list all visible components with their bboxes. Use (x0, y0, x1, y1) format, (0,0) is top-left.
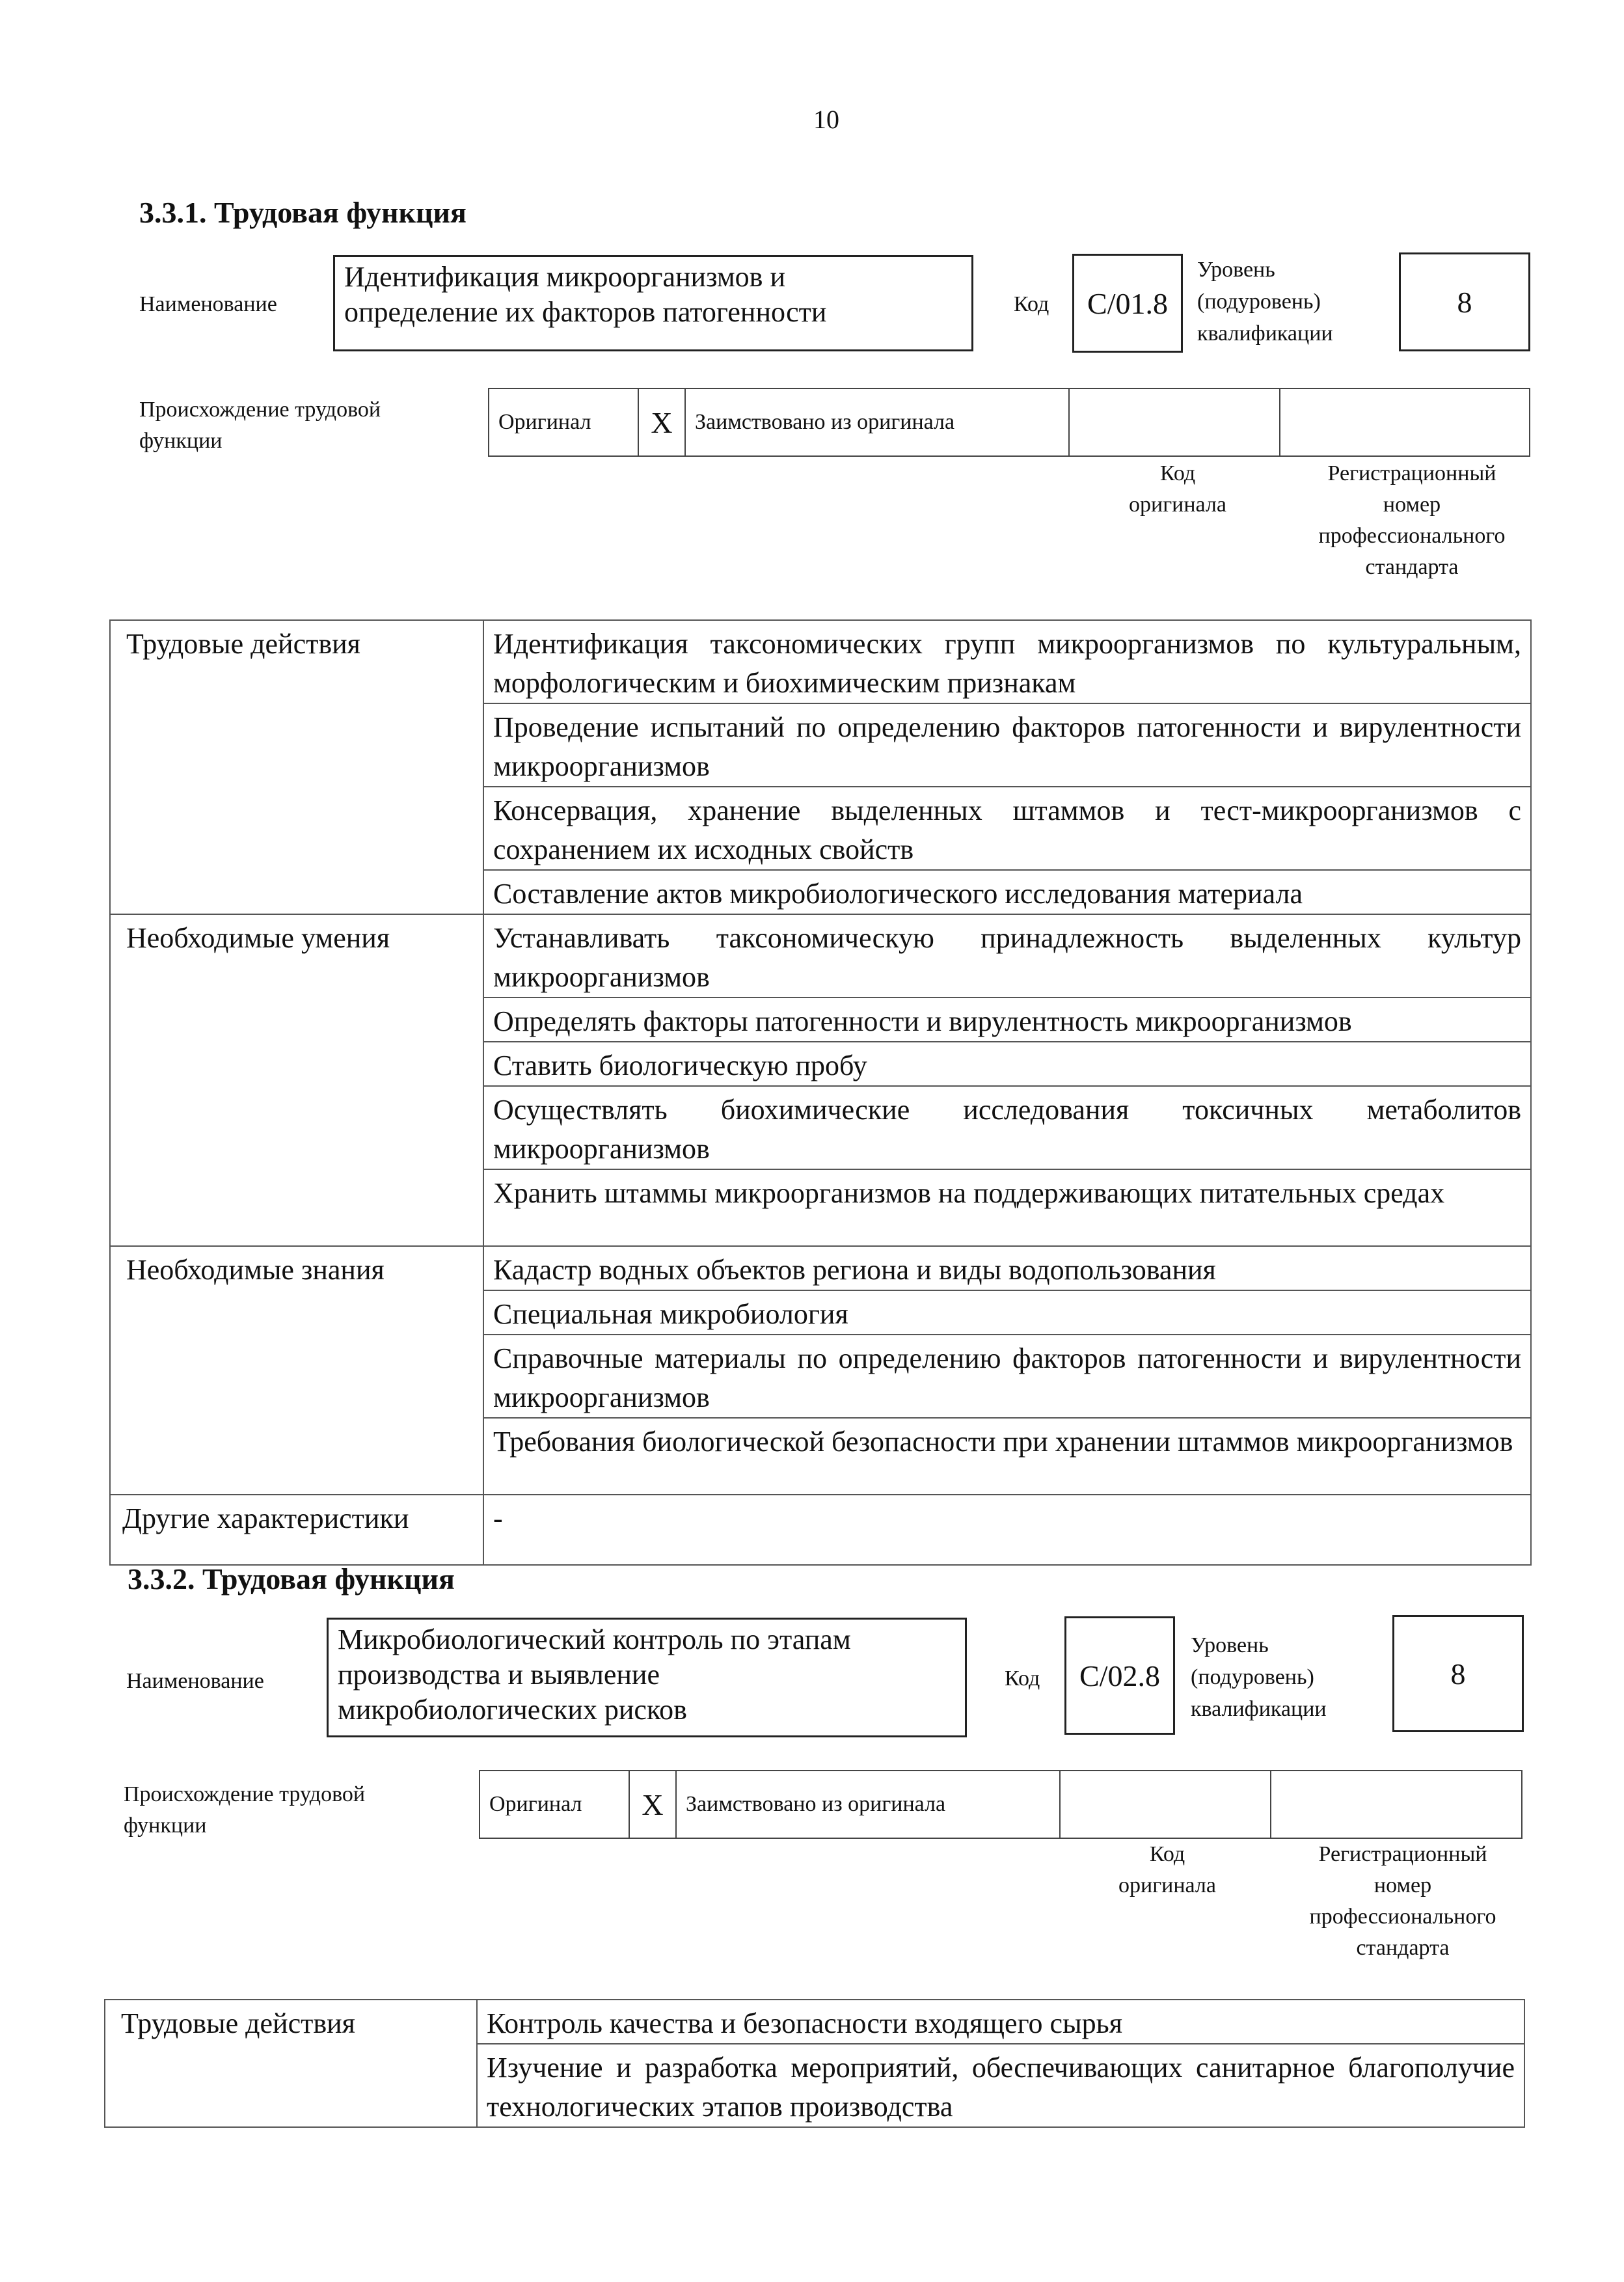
detail-item: Специальная микробиология (483, 1290, 1531, 1335)
original-code-caption (1070, 1839, 1265, 1901)
caption-line: стандарта (1365, 555, 1459, 579)
origin-label-line: Происхождение трудовой (139, 398, 381, 422)
original-code-cell (1069, 388, 1280, 456)
original-mark-x: X (638, 388, 685, 456)
origin-table (479, 1770, 1522, 1839)
caption-line: оригинала (1129, 493, 1226, 517)
category-label: Другие характеристики (110, 1495, 483, 1565)
function-details-table (109, 619, 1532, 1566)
code-label: Код (1005, 1666, 1040, 1691)
detail-item: Консервация, хранение выделенных штаммов и тест-микроорганизмов с сохранением их исходных свойств (483, 787, 1531, 870)
caption-line: номер (1374, 1873, 1432, 1897)
function-name-line: производства и выявление (338, 1659, 660, 1691)
function-name-line: Микробиологический контроль по этапам (338, 1623, 851, 1655)
section-title-3-3-2: 3.3.2. Трудовая функция (128, 1562, 455, 1596)
detail-item: Устанавливать таксономическую принадлежность выделенных культур микроорганизмов (483, 914, 1531, 998)
level-label (1191, 1629, 1327, 1725)
registration-number-cell (1271, 1771, 1522, 1838)
detail-item: Проведение испытаний по определению факторов патогенности и вирулентности микроорганизмов (483, 703, 1531, 787)
function-details-table (104, 1999, 1525, 2128)
section-title-3-3-1: 3.3.1. Трудовая функция (139, 196, 467, 229)
function-code: C/02.8 (1079, 1659, 1160, 1692)
function-name-line: Идентификация микроорганизмов и (344, 261, 786, 293)
table-row (110, 620, 1531, 703)
origin-label-line: функции (124, 1813, 207, 1838)
caption-line: Код (1149, 1842, 1185, 1866)
detail-item: Изучение и разработка мероприятий, обеспечивающих санитарное благополучие технологических этапов производства (477, 2044, 1524, 2127)
qualification-level-box (1399, 252, 1530, 351)
table-row (110, 914, 1531, 998)
origin-label-line: Происхождение трудовой (124, 1782, 366, 1806)
original-cell: Оригинал (480, 1771, 629, 1838)
table-row (110, 1246, 1531, 1290)
level-label-line: (подуровень) (1197, 290, 1321, 314)
category-label: Трудовые действия (110, 620, 483, 914)
qualification-level: 8 (1457, 285, 1472, 319)
level-label-line: Уровень (1197, 258, 1275, 282)
original-code-cell (1060, 1771, 1271, 1838)
level-label-line: квалификации (1197, 321, 1333, 346)
caption-line: профессионального (1318, 524, 1506, 548)
function-name-line: микробиологических рисков (338, 1694, 687, 1726)
caption-line: стандарта (1356, 1936, 1450, 1960)
original-code-caption (1080, 458, 1275, 521)
caption-line: номер (1383, 493, 1441, 517)
origin-label-line: функции (139, 429, 223, 453)
detail-item: Хранить штаммы микроорганизмов на поддерживающих питательных средах (483, 1169, 1531, 1246)
detail-item: Определять факторы патогенности и вирулентность микроорганизмов (483, 998, 1531, 1042)
function-code: C/01.8 (1087, 286, 1168, 320)
detail-item: Контроль качества и безопасности входящего сырья (477, 2000, 1524, 2044)
detail-item: Осуществлять биохимические исследования токсичных метаболитов микроорганизмов (483, 1086, 1531, 1169)
borrowed-cell: Заимствовано из оригинала (685, 388, 1069, 456)
caption-line: Код (1159, 461, 1196, 485)
name-label: Наименование (126, 1669, 264, 1693)
original-mark-x: X (629, 1771, 676, 1838)
level-label-line: квалификации (1191, 1697, 1327, 1721)
origin-table (488, 388, 1530, 457)
table-row (105, 2000, 1524, 2044)
registration-number-caption (1275, 458, 1549, 583)
function-code-box (1072, 254, 1183, 353)
function-name-line: определение их факторов патогенности (344, 296, 827, 328)
level-label-line: Уровень (1191, 1633, 1269, 1657)
caption-line: Регистрационный (1327, 461, 1496, 485)
original-cell: Оригинал (489, 388, 638, 456)
origin-label (124, 1779, 365, 1841)
detail-item: Ставить биологическую пробу (483, 1042, 1531, 1086)
function-name-box (327, 1618, 967, 1737)
caption-line: оригинала (1118, 1873, 1216, 1897)
qualification-level: 8 (1450, 1657, 1466, 1691)
level-label (1197, 254, 1333, 349)
detail-item: Составление актов микробиологического исследования материала (483, 870, 1531, 914)
caption-line: профессионального (1309, 1905, 1496, 1929)
table-row (110, 1495, 1531, 1565)
code-label: Код (1014, 292, 1049, 316)
level-label-line: (подуровень) (1191, 1665, 1314, 1689)
registration-number-cell (1280, 388, 1530, 456)
detail-item: Кадастр водных объектов региона и виды водопользования (483, 1246, 1531, 1290)
category-label: Необходимые знания (110, 1246, 483, 1495)
detail-item: Справочные материалы по определению факторов патогенности и вирулентности микроорганизмов (483, 1335, 1531, 1418)
caption-line: Регистрационный (1318, 1842, 1487, 1866)
detail-item: - (483, 1495, 1531, 1565)
borrowed-cell: Заимствовано из оригинала (676, 1771, 1060, 1838)
name-label: Наименование (139, 292, 277, 316)
registration-number-caption (1266, 1839, 1539, 1964)
function-code-box (1064, 1616, 1175, 1735)
function-name-box (333, 255, 973, 351)
category-label: Необходимые умения (110, 914, 483, 1246)
origin-label (139, 394, 381, 457)
detail-item: Требования биологической безопасности при хранении штаммов микроорганизмов (483, 1418, 1531, 1495)
detail-item: Идентификация таксономических групп микроорганизмов по культуральным, морфологическим и биохимическим признакам (483, 620, 1531, 703)
category-label: Трудовые действия (105, 2000, 477, 2127)
qualification-level-box (1392, 1615, 1524, 1732)
page-number: 10 (813, 105, 839, 134)
